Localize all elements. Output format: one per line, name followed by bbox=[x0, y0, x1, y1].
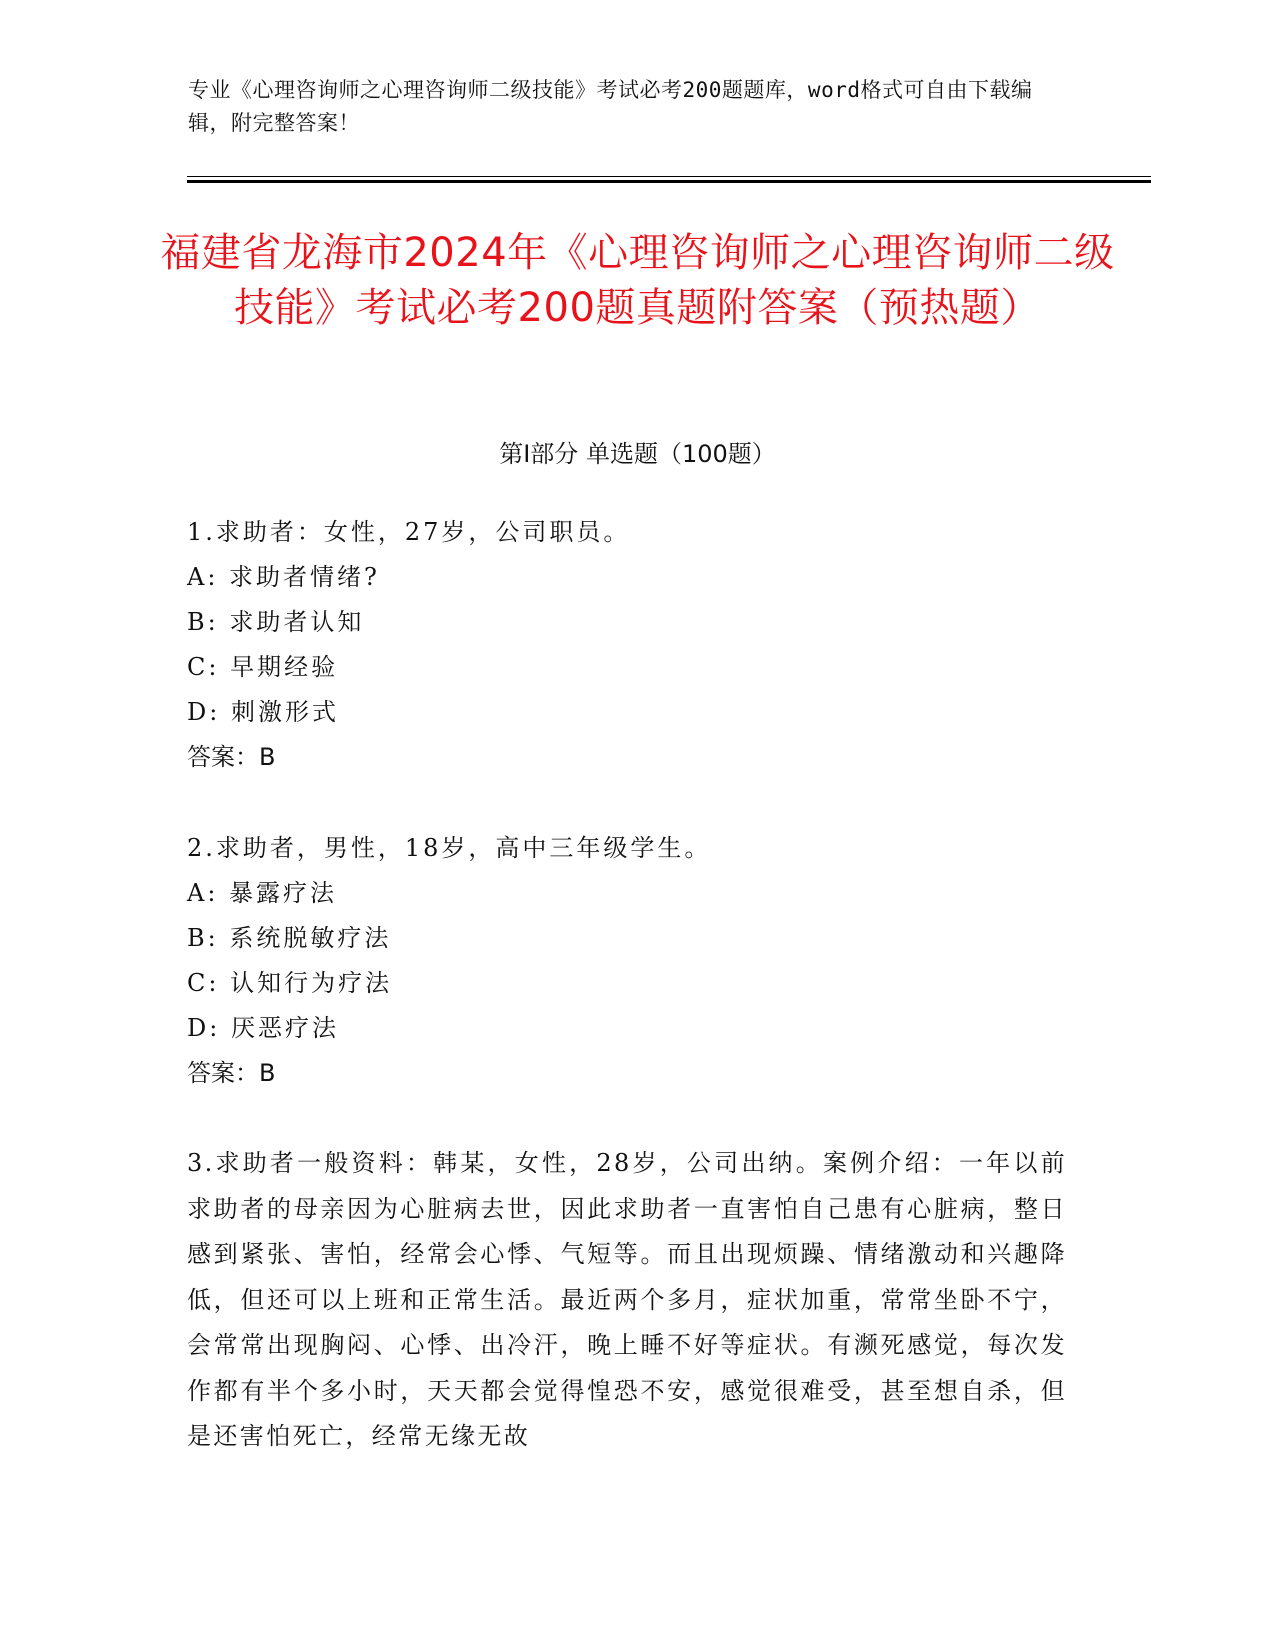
header-divider-thick bbox=[187, 180, 1151, 183]
option-a: A: 暴露疗法 bbox=[187, 879, 338, 907]
question-stem: 1.求助者：女性，27岁，公司职员。 bbox=[187, 518, 631, 546]
question-stem: 2.求助者，男性，18岁，高中三年级学生。 bbox=[187, 834, 712, 862]
option-b: B: 系统脱敏疗法 bbox=[187, 924, 392, 952]
question-3 bbox=[187, 1141, 1067, 1460]
option-a: A: 求助者情绪? bbox=[187, 563, 380, 591]
header-divider-thin bbox=[187, 176, 1151, 177]
question-1 bbox=[187, 510, 1067, 780]
section-heading: 第Ⅰ部分 单选题（100题） bbox=[499, 440, 776, 468]
answer-line: 答案：B bbox=[187, 1059, 276, 1087]
question-stem: 3.求助者一般资料：韩某，女性，28岁，公司出纳。案例介绍：一年以前求助者的母亲因为心脏病去世，因此求助者一直害怕自己患有心脏病，整日感到紧张、害怕，经常会心悸、气短等。而且出现烦躁、情绪激动和兴趣降低，但还可以上班和正常生活。最近两个多月，症状加重，常常坐卧不宁，会常常出现胸闷、心悸、出冷汗，晚上睡不好等症状。有濒死感觉，每次发作都有半个多小时，天天都会觉得惶恐不安，感觉很难受，甚至想自杀，但是还害怕死亡，经常无缘无故 bbox=[187, 1149, 1067, 1450]
question-2 bbox=[187, 826, 1067, 1096]
option-d: D: 刺激形式 bbox=[187, 698, 339, 726]
option-b: B: 求助者认知 bbox=[187, 608, 365, 636]
answer-line: 答案：B bbox=[187, 743, 276, 771]
option-c: C: 认知行为疗法 bbox=[187, 969, 393, 997]
option-c: C: 早期经验 bbox=[187, 653, 339, 681]
header-note: 专业《心理咨询师之心理咨询师二级技能》考试必考200题题库，word格式可自由下载编辑，附完整答案！ bbox=[188, 78, 1033, 135]
document-title: 福建省龙海市2024年《心理咨询师之心理咨询师二级技能》考试必考200题真题附答案（预热题） bbox=[160, 230, 1115, 331]
option-d: D: 厌恶疗法 bbox=[187, 1014, 339, 1042]
